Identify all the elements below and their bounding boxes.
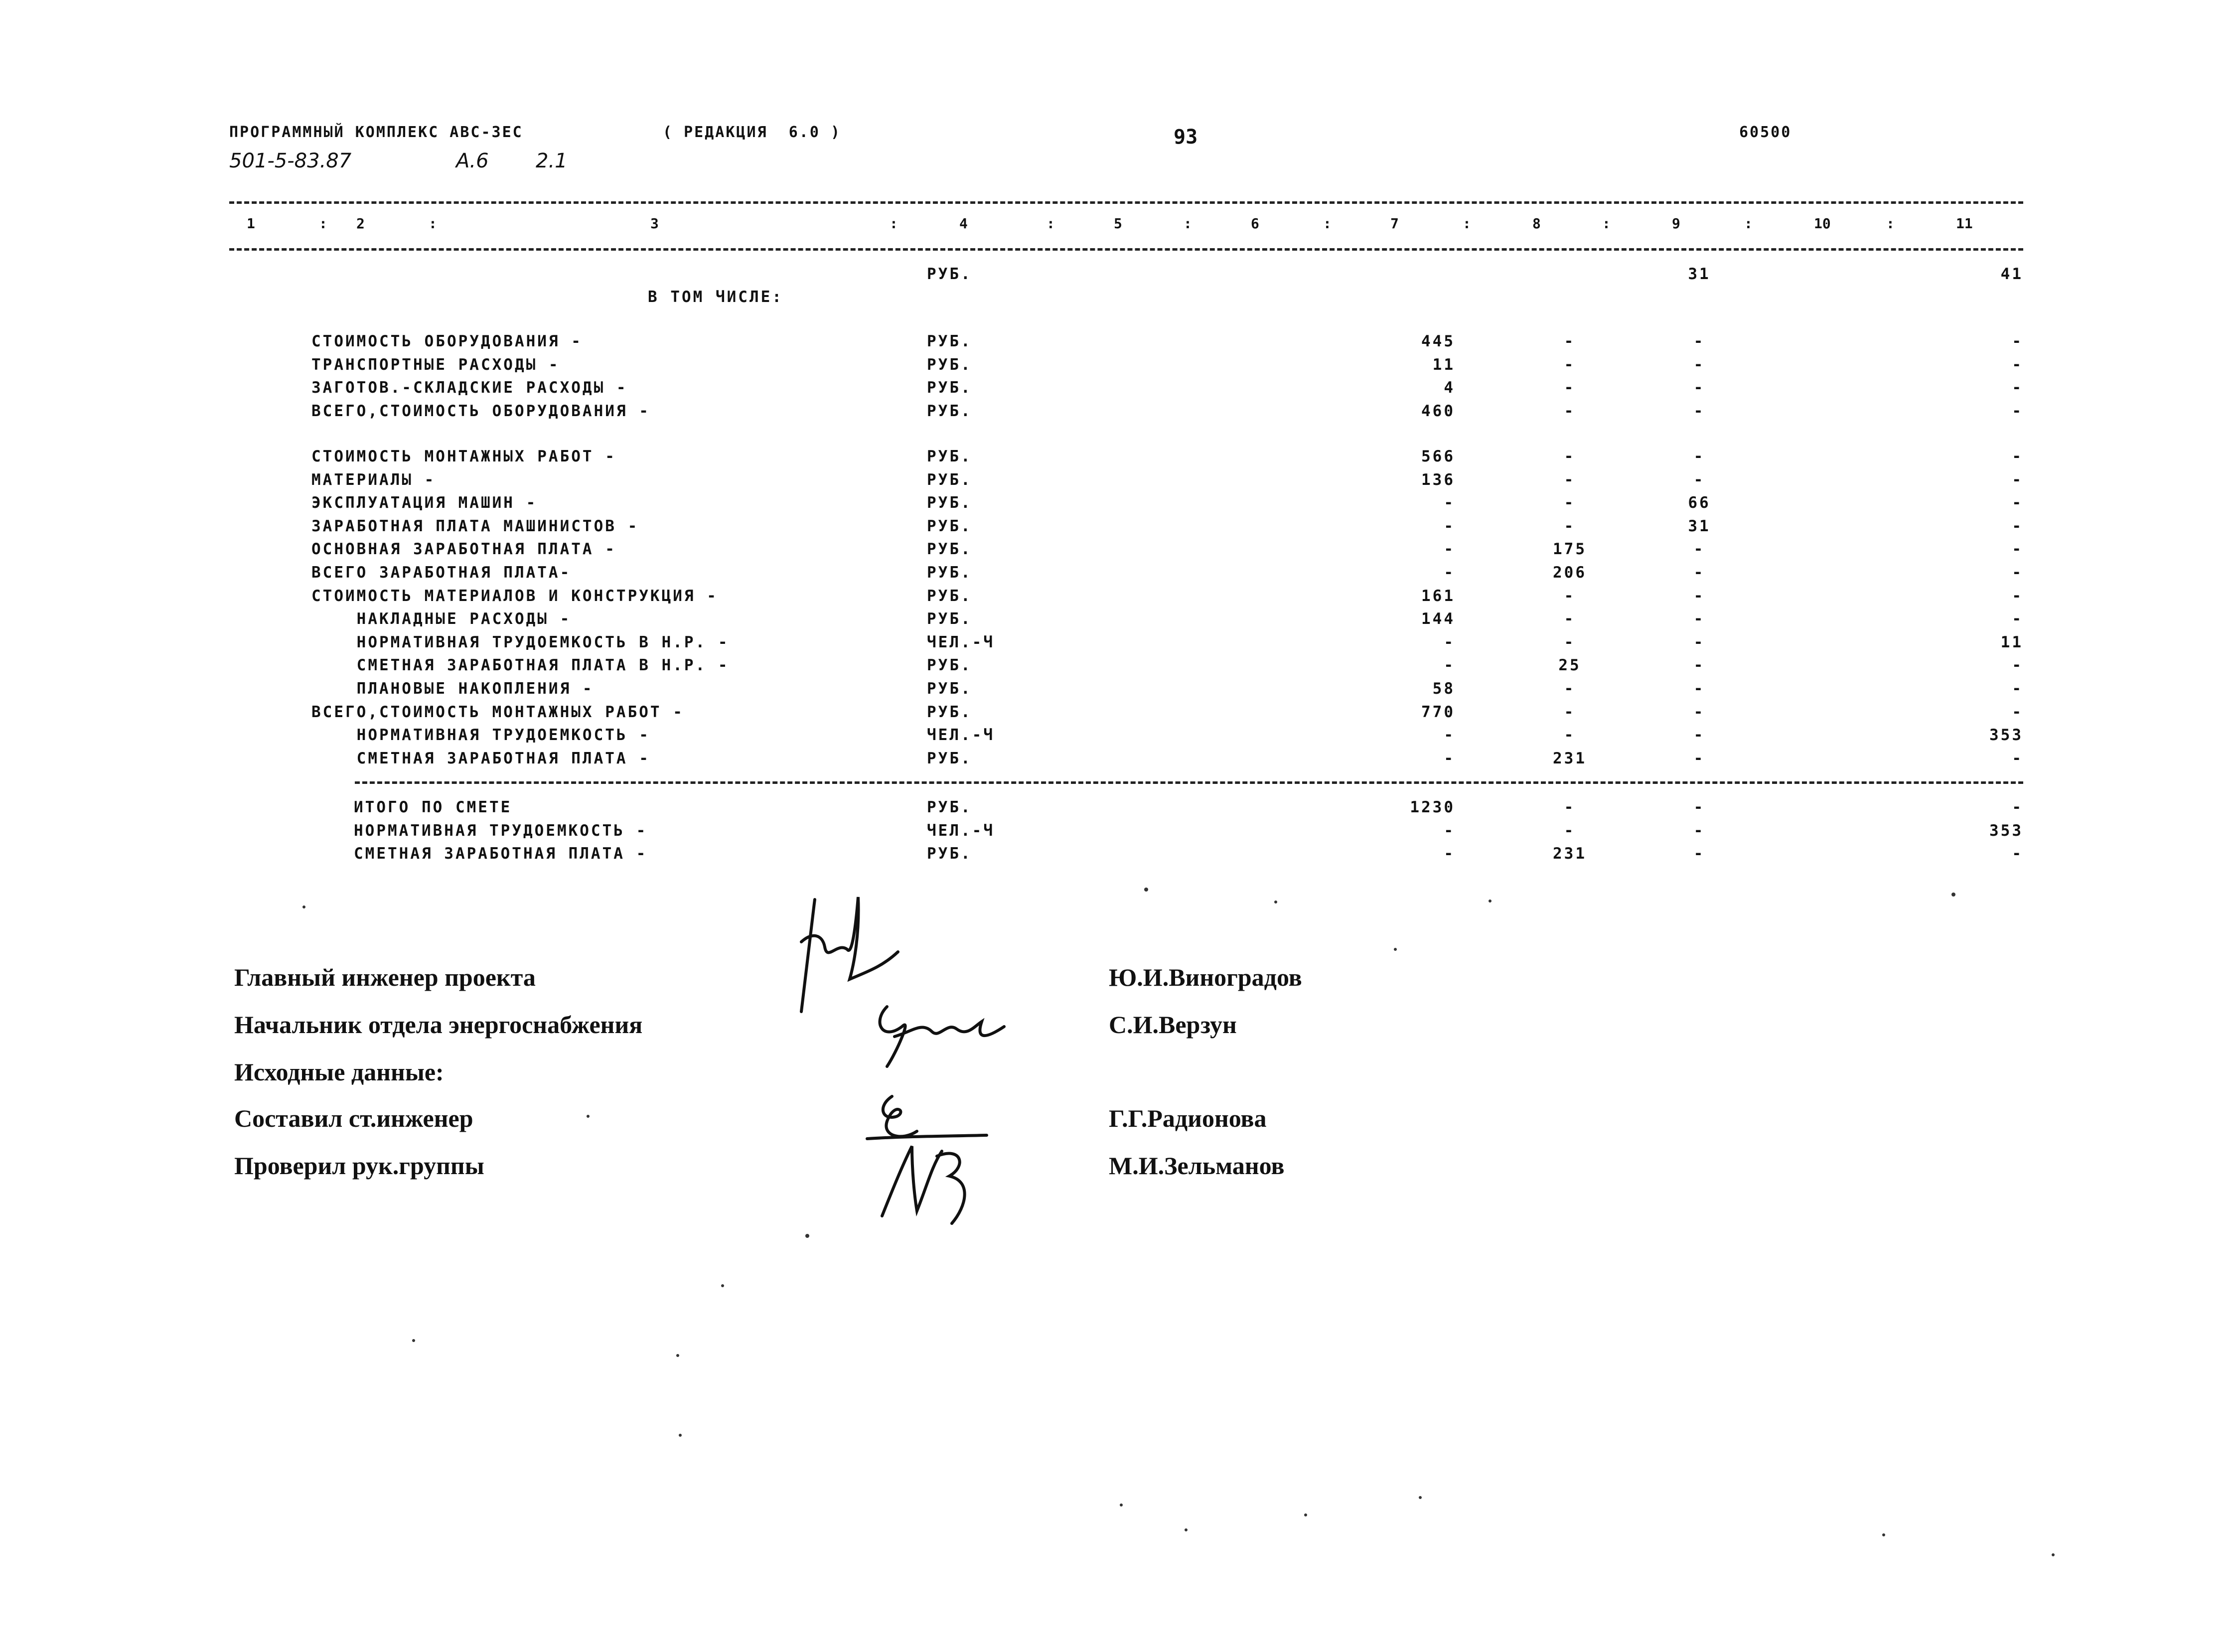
row-label: СТОИМОСТЬ ОБОРУДОВАНИЯ - [311, 332, 583, 350]
col8-cell: - [1564, 587, 1576, 605]
col11-cell: - [2012, 379, 2023, 397]
col11-cell: - [2012, 564, 2023, 582]
col7-cell: 566 [1421, 448, 1455, 465]
col11-cell: - [2012, 656, 2023, 675]
handwritten-project-ref: 501-5-83.87 [229, 150, 352, 172]
name-compiled-by: Г.Г.Радионова [1109, 1104, 1267, 1132]
including-label: В ТОМ ЧИСЛЕ: [648, 288, 783, 306]
col7-cell: 136 [1421, 470, 1455, 489]
unit-cell: ЧЕЛ.-Ч [927, 633, 995, 651]
col7-cell: - [1444, 564, 1455, 582]
col7-cell: - [1444, 821, 1455, 840]
col8-cell: - [1564, 821, 1576, 840]
col11-cell: - [2012, 610, 2023, 628]
col9-cell: - [1693, 470, 1705, 489]
col9-cell: - [1693, 402, 1705, 420]
col9-cell: - [1693, 798, 1705, 816]
col9-cell: 31 [1688, 265, 1711, 283]
col11-cell: - [2012, 332, 2023, 350]
col9-cell: - [1693, 703, 1705, 721]
row-label: НАКЛАДНЫЕ РАСХОДЫ - [311, 610, 572, 628]
col9-cell: - [1693, 379, 1705, 397]
page-number: 93 [1174, 126, 1198, 149]
col11-cell: 353 [1989, 726, 2023, 745]
unit-cell: РУБ. [927, 355, 972, 374]
col7-cell: - [1444, 726, 1455, 745]
col9-cell: - [1693, 332, 1705, 350]
col8-cell: - [1564, 726, 1576, 745]
unit-cell: РУБ. [927, 494, 972, 512]
row-label: СМЕТНАЯ ЗАРАБОТНАЯ ПЛАТА - [311, 749, 650, 767]
col9-cell: - [1693, 633, 1705, 651]
row-label: НОРМАТИВНАЯ ТРУДОЕМКОСТЬ - [354, 821, 648, 840]
row-label: МАТЕРИАЛЫ - [311, 470, 436, 489]
row-label: НОРМАТИВНАЯ ТРУДОЕМКОСТЬ В Н.Р. - [311, 633, 730, 651]
unit-cell: РУБ. [927, 379, 972, 397]
col11-cell: - [2012, 540, 2023, 559]
col7-cell: 161 [1421, 587, 1455, 605]
row-label: СТОИМОСТЬ МАТЕРИАЛОВ И КОНСТРУКЦИЯ - [311, 587, 718, 605]
col7-cell: 4 [1444, 379, 1455, 397]
col9-cell: - [1693, 355, 1705, 374]
col9-cell: - [1693, 587, 1705, 605]
col9-cell: - [1693, 726, 1705, 745]
col8-cell: - [1564, 355, 1576, 374]
unit-cell: РУБ. [927, 402, 972, 420]
unit-cell: РУБ. [927, 265, 972, 283]
col11-cell: - [2012, 402, 2023, 420]
col9-cell: - [1693, 749, 1705, 767]
col8-cell: - [1564, 610, 1576, 628]
col8-cell: - [1564, 494, 1576, 512]
row-label: ВСЕГО,СТОИМОСТЬ МОНТАЖНЫХ РАБОТ - [311, 703, 684, 721]
col11-cell: - [2012, 587, 2023, 605]
col8-cell: - [1564, 332, 1576, 350]
col7-cell: 144 [1421, 610, 1455, 628]
col9-cell: 31 [1688, 517, 1711, 535]
col7-cell: - [1444, 749, 1455, 767]
col11-cell: - [2012, 845, 2023, 863]
edition-label: ( РЕДАКЦИЯ 6.0 ) [663, 124, 842, 141]
row-label: ЗАРАБОТНАЯ ПЛАТА МАШИНИСТОВ - [311, 517, 639, 535]
row-label: ВСЕГО ЗАРАБОТНАЯ ПЛАТА- [311, 564, 572, 582]
col7-cell: - [1444, 656, 1455, 675]
unit-cell: РУБ. [927, 610, 972, 628]
role-chief-engineer: Главный инженер проекта [234, 963, 536, 991]
row-label: ПЛАНОВЫЕ НАКОПЛЕНИЯ - [311, 680, 594, 698]
col8-cell: - [1564, 379, 1576, 397]
name-checked-by: М.И.Зельманов [1109, 1152, 1285, 1180]
col9-cell: - [1693, 845, 1705, 863]
col9-cell: - [1693, 610, 1705, 628]
col7-cell: - [1444, 540, 1455, 559]
col9-cell: - [1693, 680, 1705, 698]
program-title: ПРОГРАММНЫЙ КОМПЛЕКС АВС-3ЕС [229, 124, 523, 141]
col7-cell: - [1444, 633, 1455, 651]
column-number: 2 [356, 215, 365, 232]
col11-cell: 41 [2000, 265, 2023, 283]
col7-cell: 770 [1421, 703, 1455, 721]
column-number: 10 [1814, 215, 1831, 232]
role-checked-by: Проверил рук.группы [234, 1152, 484, 1180]
row-label: НОРМАТИВНАЯ ТРУДОЕМКОСТЬ - [311, 726, 650, 745]
unit-cell: РУБ. [927, 656, 972, 675]
unit-cell: РУБ. [927, 470, 972, 489]
col8-cell: 206 [1553, 564, 1587, 582]
unit-cell: ЧЕЛ.-Ч [927, 821, 995, 840]
col11-cell: - [2012, 448, 2023, 465]
col11-cell: 11 [2000, 633, 2023, 651]
col9-cell: - [1693, 656, 1705, 675]
col7-cell: - [1444, 494, 1455, 512]
col8-cell: - [1564, 798, 1576, 816]
row-label: СМЕТНАЯ ЗАРАБОТНАЯ ПЛАТА В Н.Р. - [311, 656, 730, 675]
column-number: 6 [1251, 215, 1259, 232]
col7-cell: - [1444, 517, 1455, 535]
column-number: 8 [1532, 215, 1541, 232]
document-code: 60500 [1739, 124, 1792, 141]
col11-cell: - [2012, 749, 2023, 767]
column-number: 3 [650, 215, 659, 232]
column-number: 9 [1672, 215, 1680, 232]
column-number: 1 [247, 215, 255, 232]
col7-cell: 460 [1421, 402, 1455, 420]
col7-cell: 11 [1432, 355, 1455, 374]
col9-cell: - [1693, 564, 1705, 582]
handwritten-album: А.6 [456, 150, 489, 172]
unit-cell: РУБ. [927, 703, 972, 721]
col11-cell: - [2012, 680, 2023, 698]
col7-cell: 445 [1421, 332, 1455, 350]
row-label: ЭКСПЛУАТАЦИЯ МАШИН - [311, 494, 538, 512]
column-number: 5 [1114, 215, 1122, 232]
col11-cell: - [2012, 703, 2023, 721]
col8-cell: - [1564, 448, 1576, 465]
role-source-data: Исходные данные: [234, 1058, 444, 1086]
col11-cell: - [2012, 470, 2023, 489]
col9-cell: - [1693, 540, 1705, 559]
role-compiled-by: Составил ст.инженер [234, 1104, 473, 1132]
col8-cell: - [1564, 517, 1576, 535]
col8-cell: 25 [1558, 656, 1581, 675]
col8-cell: 231 [1553, 749, 1587, 767]
col11-cell: 353 [1989, 821, 2023, 840]
unit-cell: РУБ. [927, 587, 972, 605]
unit-cell: РУБ. [927, 564, 972, 582]
row-label: СТОИМОСТЬ МОНТАЖНЫХ РАБОТ - [311, 448, 616, 465]
col8-cell: - [1564, 633, 1576, 651]
col7-cell: 1230 [1410, 798, 1455, 816]
name-chief-engineer: Ю.И.Виноградов [1109, 963, 1302, 991]
unit-cell: ЧЕЛ.-Ч [927, 726, 995, 745]
handwritten-part: 2.1 [536, 150, 568, 172]
unit-cell: РУБ. [927, 448, 972, 465]
column-number: 7 [1390, 215, 1399, 232]
role-department-head: Начальник отдела энергоснабжения [234, 1011, 643, 1039]
col11-cell: - [2012, 798, 2023, 816]
column-number: 4 [959, 215, 968, 232]
unit-cell: РУБ. [927, 749, 972, 767]
col7-cell: - [1444, 845, 1455, 863]
col9-cell: - [1693, 821, 1705, 840]
row-label: ВСЕГО,СТОИМОСТЬ ОБОРУДОВАНИЯ - [311, 402, 650, 420]
col11-cell: - [2012, 517, 2023, 535]
column-number: 11 [1956, 215, 1973, 232]
unit-cell: РУБ. [927, 680, 972, 698]
unit-cell: РУБ. [927, 540, 972, 559]
col11-cell: - [2012, 355, 2023, 374]
row-label: ТРАНСПОРТНЫЕ РАСХОДЫ - [311, 355, 560, 374]
col8-cell: - [1564, 402, 1576, 420]
col8-cell: - [1564, 680, 1576, 698]
col9-cell: - [1693, 448, 1705, 465]
row-label: СМЕТНАЯ ЗАРАБОТНАЯ ПЛАТА - [354, 845, 648, 863]
col7-cell: 58 [1432, 680, 1455, 698]
col8-cell: 231 [1553, 845, 1587, 863]
unit-cell: РУБ. [927, 332, 972, 350]
name-department-head: С.И.Верзун [1109, 1011, 1237, 1039]
row-label: ОСНОВНАЯ ЗАРАБОТНАЯ ПЛАТА - [311, 540, 616, 559]
unit-cell: РУБ. [927, 845, 972, 863]
col9-cell: 66 [1688, 494, 1711, 512]
unit-cell: РУБ. [927, 517, 972, 535]
unit-cell: РУБ. [927, 798, 972, 816]
col11-cell: - [2012, 494, 2023, 512]
col8-cell: - [1564, 470, 1576, 489]
col8-cell: - [1564, 703, 1576, 721]
row-label: ИТОГО ПО СМЕТЕ [354, 798, 512, 816]
row-label: ЗАГОТОВ.-СКЛАДСКИЕ РАСХОДЫ - [311, 379, 628, 397]
col8-cell: 175 [1553, 540, 1587, 559]
